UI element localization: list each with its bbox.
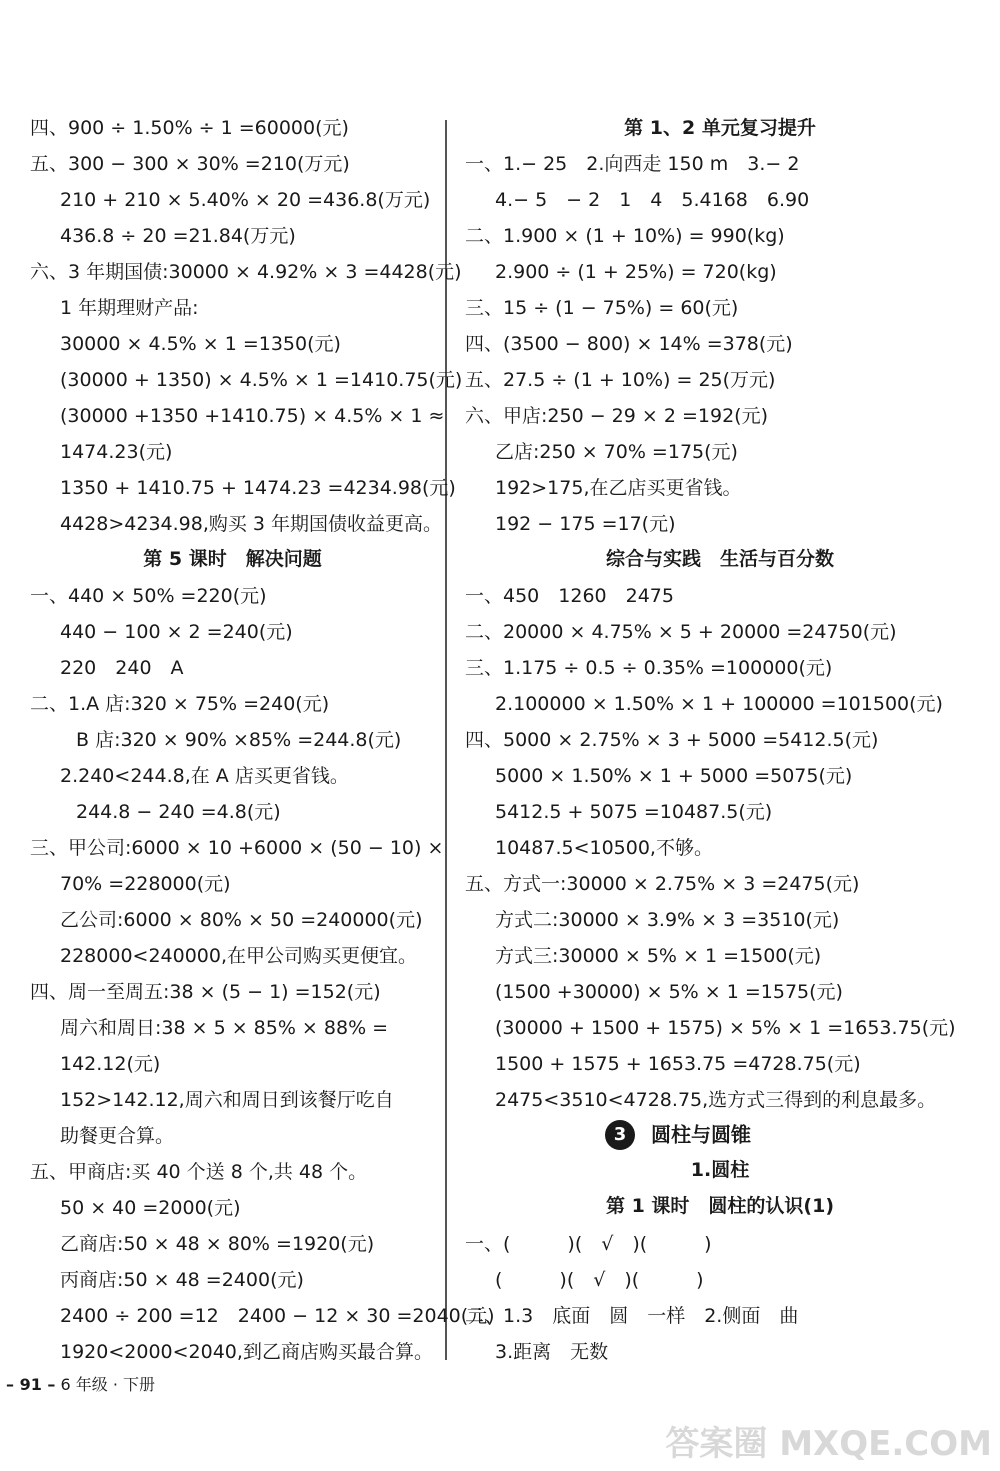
answer-line: 436.8 ÷ 20 =21.84(万元) (60, 225, 296, 247)
answer-line: 5000 × 1.50% × 1 + 5000 =5075(元) (495, 765, 853, 787)
unit-title (605, 1115, 751, 1151)
answer-line: 五、300 − 300 × 30% =210(万元) (30, 153, 350, 175)
answer-line: 2475<3510<4728.75,选方式三得到的利息最多。 (495, 1089, 937, 1111)
answer-line: 一、( )( √ )( ) (465, 1233, 712, 1255)
answer-line: 三、15 ÷ (1 − 75%) = 60(元) (465, 297, 739, 319)
answer-line: 一、440 × 50% =220(元) (30, 585, 267, 607)
answer-line: (30000 + 1350) × 4.5% × 1 =1410.75(元) (60, 369, 463, 391)
answer-line: 四、900 ÷ 1.50% ÷ 1 =60000(元) (30, 117, 349, 139)
answer-line: 六、甲店:250 − 29 × 2 =192(元) (465, 405, 768, 427)
answer-line: 1474.23(元) (60, 441, 173, 463)
answer-line: B 店:320 × 90% ×85% =244.8(元) (76, 729, 402, 751)
answer-line: 4.− 5 − 2 1 4 5.4168 6.90 (495, 189, 810, 211)
answer-line: 440 − 100 × 2 =240(元) (60, 621, 293, 643)
page-number: – 91 – (6, 1375, 56, 1394)
answer-line: 二、1.A 店:320 × 75% =240(元) (30, 693, 330, 715)
lesson-subheading: 第 1 课时 圆柱的认识(1) (605, 1195, 835, 1217)
answer-line: 192 − 175 =17(元) (495, 513, 676, 535)
section-heading: 综合与实践 生活与百分数 (605, 548, 834, 570)
answer-line: (30000 +1350 +1410.75) × 4.5% × 1 ≈ (60, 405, 445, 427)
watermark-logo: 答案圈 MXQE.COM (665, 1424, 992, 1464)
unit-number-badge: 3 (605, 1120, 635, 1150)
answer-line: 3.距离 无数 (495, 1341, 609, 1363)
answer-line: 三、甲公司:6000 × 10 +6000 × (50 − 10) × (30, 837, 444, 859)
answer-line: 30000 × 4.5% × 1 =1350(元) (60, 333, 341, 355)
grade-label: 6 年级 · 下册 (60, 1375, 156, 1394)
answer-line: 1920<2000<2040,到乙商店购买最合算。 (60, 1341, 433, 1363)
answer-line: 1 年期理财产品: (60, 297, 199, 319)
answer-line: 2.240<244.8,在 A 店买更省钱。 (60, 765, 349, 787)
answer-line: 142.12(元) (60, 1053, 161, 1075)
answer-line: 乙店:250 × 70% =175(元) (495, 441, 738, 463)
answer-line: 一、450 1260 2475 (465, 585, 674, 607)
answer-line: 1350 + 1410.75 + 1474.23 =4234.98(元) (60, 477, 456, 499)
answer-line: 50 × 40 =2000(元) (60, 1197, 241, 1219)
answer-line: 二、1.3 底面 圆 一样 2.侧面 曲 (465, 1305, 799, 1327)
answer-line: 四、(3500 − 800) × 14% =378(元) (465, 333, 793, 355)
answer-line: 助餐更合算。 (60, 1125, 175, 1147)
answer-line: 周六和周日:38 × 5 × 85% × 88% = (60, 1017, 389, 1039)
answer-line: ( )( √ )( ) (495, 1269, 704, 1291)
section-heading: 第 1、2 单元复习提升 (624, 117, 816, 139)
answer-line: 方式二:30000 × 3.9% × 3 =3510(元) (495, 909, 840, 931)
answer-line: 六、3 年期国债:30000 × 4.92% × 3 =4428(元) (30, 261, 462, 283)
answer-line: 2400 ÷ 200 =12 2400 − 12 × 30 =2040(元) (60, 1305, 495, 1327)
answer-line: 10487.5<10500,不够。 (495, 837, 713, 859)
answer-line: 方式三:30000 × 5% × 1 =1500(元) (495, 945, 822, 967)
answer-line: 2.100000 × 1.50% × 1 + 100000 =101500(元) (495, 693, 943, 715)
answer-line: (30000 + 1500 + 1575) × 5% × 1 =1653.75(元) (495, 1017, 956, 1039)
answer-line: 220 240 A (60, 657, 184, 679)
unit-title-text: 圆柱与圆锥 (651, 1122, 751, 1147)
answer-line: 乙公司:6000 × 80% × 50 =240000(元) (60, 909, 423, 931)
answer-line: 152>142.12,周六和周日到该餐厅吃自 (60, 1089, 394, 1111)
answer-line: 二、1.900 × (1 + 10%) = 990(kg) (465, 225, 785, 247)
section-heading: 第 5 课时 解决问题 (143, 548, 322, 570)
answer-line: (1500 +30000) × 5% × 1 =1575(元) (495, 981, 843, 1003)
answer-line: 5412.5 + 5075 =10487.5(元) (495, 801, 773, 823)
answer-line: 四、5000 × 2.75% × 3 + 5000 =5412.5(元) (465, 729, 879, 751)
answer-line: 192>175,在乙店买更省钱。 (495, 477, 742, 499)
answer-line: 4428>4234.98,购买 3 年期国债收益更高。 (60, 513, 443, 535)
answer-line: 70% =228000(元) (60, 873, 231, 895)
column-divider (445, 120, 447, 1360)
answer-line: 一、1.− 25 2.向西走 150 m 3.− 2 (465, 153, 800, 175)
answer-line: 2.900 ÷ (1 + 25%) = 720(kg) (495, 261, 777, 283)
answer-line: 228000<240000,在甲公司购买更便宜。 (60, 945, 418, 967)
answer-line: 210 + 210 × 5.40% × 20 =436.8(万元) (60, 189, 431, 211)
answer-line: 二、20000 × 4.75% × 5 + 20000 =24750(元) (465, 621, 897, 643)
answer-line: 五、方式一:30000 × 2.75% × 3 =2475(元) (465, 873, 860, 895)
answer-line: 乙商店:50 × 48 × 80% =1920(元) (60, 1233, 375, 1255)
answer-line: 244.8 − 240 =4.8(元) (76, 801, 281, 823)
page-footer (6, 1372, 155, 1395)
answer-line: 三、1.175 ÷ 0.5 ÷ 0.35% =100000(元) (465, 657, 833, 679)
answer-line: 丙商店:50 × 48 =2400(元) (60, 1269, 304, 1291)
answer-line: 五、27.5 ÷ (1 + 10%) = 25(万元) (465, 369, 776, 391)
answer-line: 四、周一至周五:38 × (5 − 1) =152(元) (30, 981, 381, 1003)
answer-line: 五、甲商店:买 40 个送 8 个,共 48 个。 (30, 1161, 368, 1183)
lesson-heading: 1.圆柱 (690, 1159, 750, 1181)
answer-line: 1500 + 1575 + 1653.75 =4728.75(元) (495, 1053, 861, 1075)
